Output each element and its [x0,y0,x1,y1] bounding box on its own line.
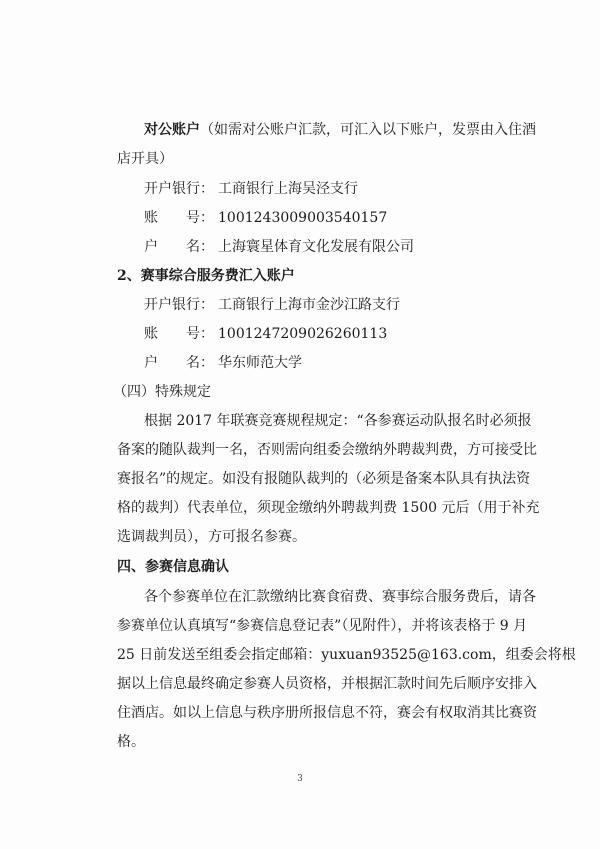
account-name-row [144,238,414,256]
account-number-label: 账 号： [144,210,214,226]
special-line: 赛报名”的规定。如没有报随队裁判的（必须是备案本队具有执法资 [117,471,531,487]
service-name-row [144,354,302,372]
account-number-value: 1001243009003540157 [218,210,388,226]
service-bank-label: 开户银行： [144,297,214,313]
special-heading: （四）特殊规定 [113,384,211,400]
confirm-heading: 四、参赛信息确认 [117,559,229,575]
special-line: 格的裁判）代表单位，须现金缴纳外聘裁判费 1500 元后（用于补充 [117,500,540,516]
service-number-label: 账 号： [144,326,214,342]
special-line: 根据 2017 年联赛竞赛规程规定：“各参赛运动队报名时必须报 [144,413,532,429]
account-name-label: 户 名： [144,239,214,255]
confirm-line: 各个参赛单位在汇款缴纳比赛食宿费、赛事综合服务费后，请各 [144,589,536,605]
account-number-row [144,209,387,227]
account-bank-value: 工商银行上海吴泾支行 [218,181,358,197]
account-heading-note-cont: 店开具） [117,151,173,167]
account-heading-line [144,121,536,139]
confirm-line: 住酒店。如以上信息与秩序册所报信息不符，赛会有权取消其比赛资 [117,705,537,721]
confirm-line: 据以上信息最终确定参赛人员资格，并根据汇款时间先后顺序安排入 [117,676,537,692]
account-bank-label: 开户银行： [144,181,214,197]
special-line: 备案的随队裁判一名，否则需向组委会缴纳外聘裁判费，方可接受比 [117,442,537,458]
confirm-line: 25 日前发送至组委会指定邮箱：yuxuan93525@163.com，组委会将根 [117,647,576,663]
service-heading: 2、赛事综合服务费汇入账户 [117,268,295,284]
account-heading: 对公账户 [144,122,200,138]
service-number-row [144,325,387,343]
service-name-label: 户 名： [144,355,214,371]
service-bank-row [144,296,400,314]
special-line: 选调裁判员），方可报名参赛。 [117,529,306,545]
confirm-line: 格。 [117,734,145,750]
account-heading-note: （如需对公账户汇款，可汇入以下账户，发票由入住酒 [200,122,536,138]
account-bank-row [144,180,358,198]
service-name-value: 华东师范大学 [218,355,302,371]
confirm-line: 参赛单位认真填写“参赛信息登记表”（见附件），并将该表格于 9 月 [117,618,528,634]
page-number: 3 [297,774,303,784]
service-bank-value: 工商银行上海市金沙江路支行 [218,297,400,313]
account-name-value: 上海寰星体育文化发展有限公司 [218,239,414,255]
service-number-value: 1001247209026260113 [218,326,388,342]
